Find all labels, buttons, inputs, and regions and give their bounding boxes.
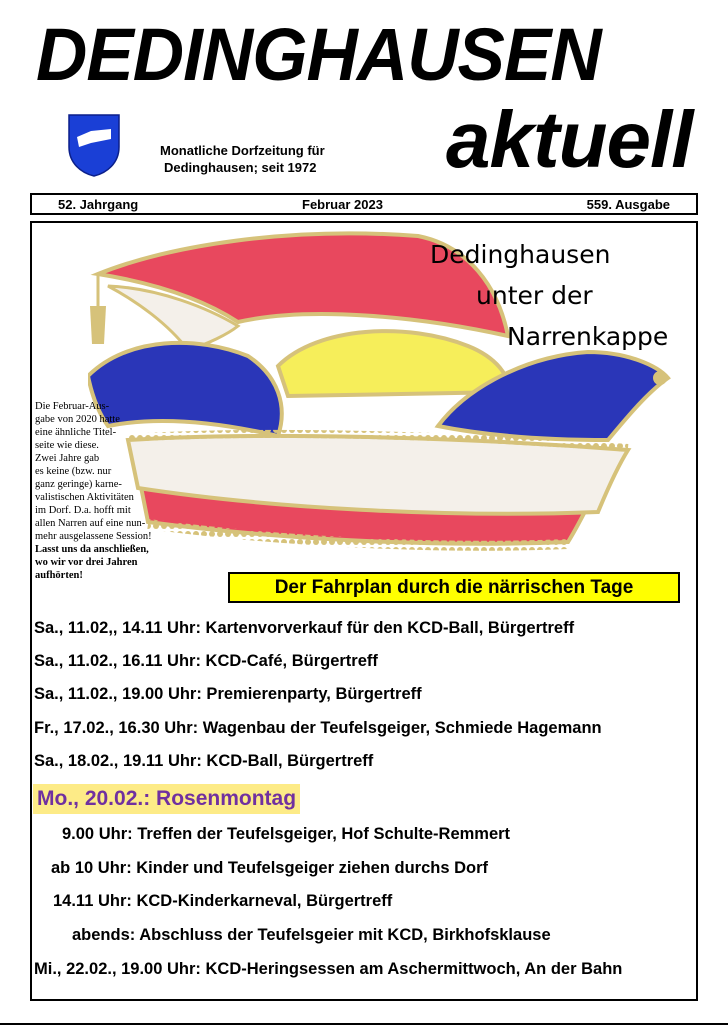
rosenmontag-item: abends: Abschluss der Teufelsgeier mit KCD, Birkhofsklause [72,926,551,944]
schedule-item: Sa., 18.02., 19.11 Uhr: KCD-Ball, Bürgertreff [34,752,374,770]
issue-label: 559. Ausgabe [586,197,670,212]
side-note-line: allen Narren auf eine nun- [35,518,146,529]
bottom-rule [0,1023,728,1025]
schedule-item: Fr., 17.02., 16.30 Uhr: Wagenbau der Teufelsgeiger, Schmiede Hagemann [34,719,602,737]
schedule-item-final: Mi., 22.02., 19.00 Uhr: KCD-Heringsessen am Aschermittwoch, An der Bahn [34,960,623,978]
side-note-bold-line: wo wir vor drei Jahren aufhörten! [35,557,138,581]
masthead-title: DEDINGHAUSEN [36,13,601,96]
coat-of-arms-icon [67,113,121,177]
masthead-subtitle: aktuell [446,95,693,184]
side-note-line: im Dorf. D.a. hofft mit [35,505,131,516]
side-note-line: Die Februar-Aus- [35,401,110,412]
tagline-line-2: Dedinghausen; seit 1972 [164,160,317,175]
side-note [35,400,180,582]
volume-label: 52. Jahrgang [58,197,139,212]
side-note-line: gabe von 2020 hatte [35,414,120,425]
rosenmontag-heading: Mo., 20.02.: Rosenmontag [33,784,300,814]
side-note-bold-line: Lasst uns da anschließen, [35,544,149,555]
schedule-title-box: Der Fahrplan durch die närrischen Tage [228,572,680,603]
headline-line-2: unter der [476,281,593,310]
side-note-line: es keine (bzw. nur [35,466,112,477]
rosenmontag-item: ab 10 Uhr: Kinder und Teufelsgeiger ziehen durchs Dorf [51,859,489,877]
headline [430,234,690,357]
side-note-line: seite wie diese. [35,440,99,451]
side-note-line: mehr ausgelassene Session! [35,531,152,542]
headline-line-3: Narrenkappe [507,322,669,351]
date-label: Februar 2023 [302,197,383,212]
tagline [160,142,325,176]
schedule-item: Sa., 11.02,, 14.11 Uhr: Kartenvorverkauf für den KCD-Ball, Bürgertreff [34,619,575,637]
schedule-item: Sa., 11.02., 16.11 Uhr: KCD-Café, Bürgertreff [34,652,378,670]
schedule-item: Sa., 11.02., 19.00 Uhr: Premierenparty, Bürgertreff [34,685,422,703]
issue-info-bar [30,193,698,215]
tagline-line-1: Monatliche Dorfzeitung für [160,143,325,158]
headline-line-1: Dedinghausen [430,240,611,269]
side-note-line: Zwei Jahre gab [35,453,100,464]
side-note-line: ganz geringe) karne- [35,479,122,490]
rosenmontag-item: 9.00 Uhr: Treffen der Teufelsgeiger, Hof Schulte-Remmert [62,825,511,843]
rosenmontag-item: 14.11 Uhr: KCD-Kinderkarneval, Bürgertreff [53,892,393,910]
side-note-line: valistischen Aktivitäten [35,492,134,503]
side-note-line: eine ähnliche Titel- [35,427,117,438]
